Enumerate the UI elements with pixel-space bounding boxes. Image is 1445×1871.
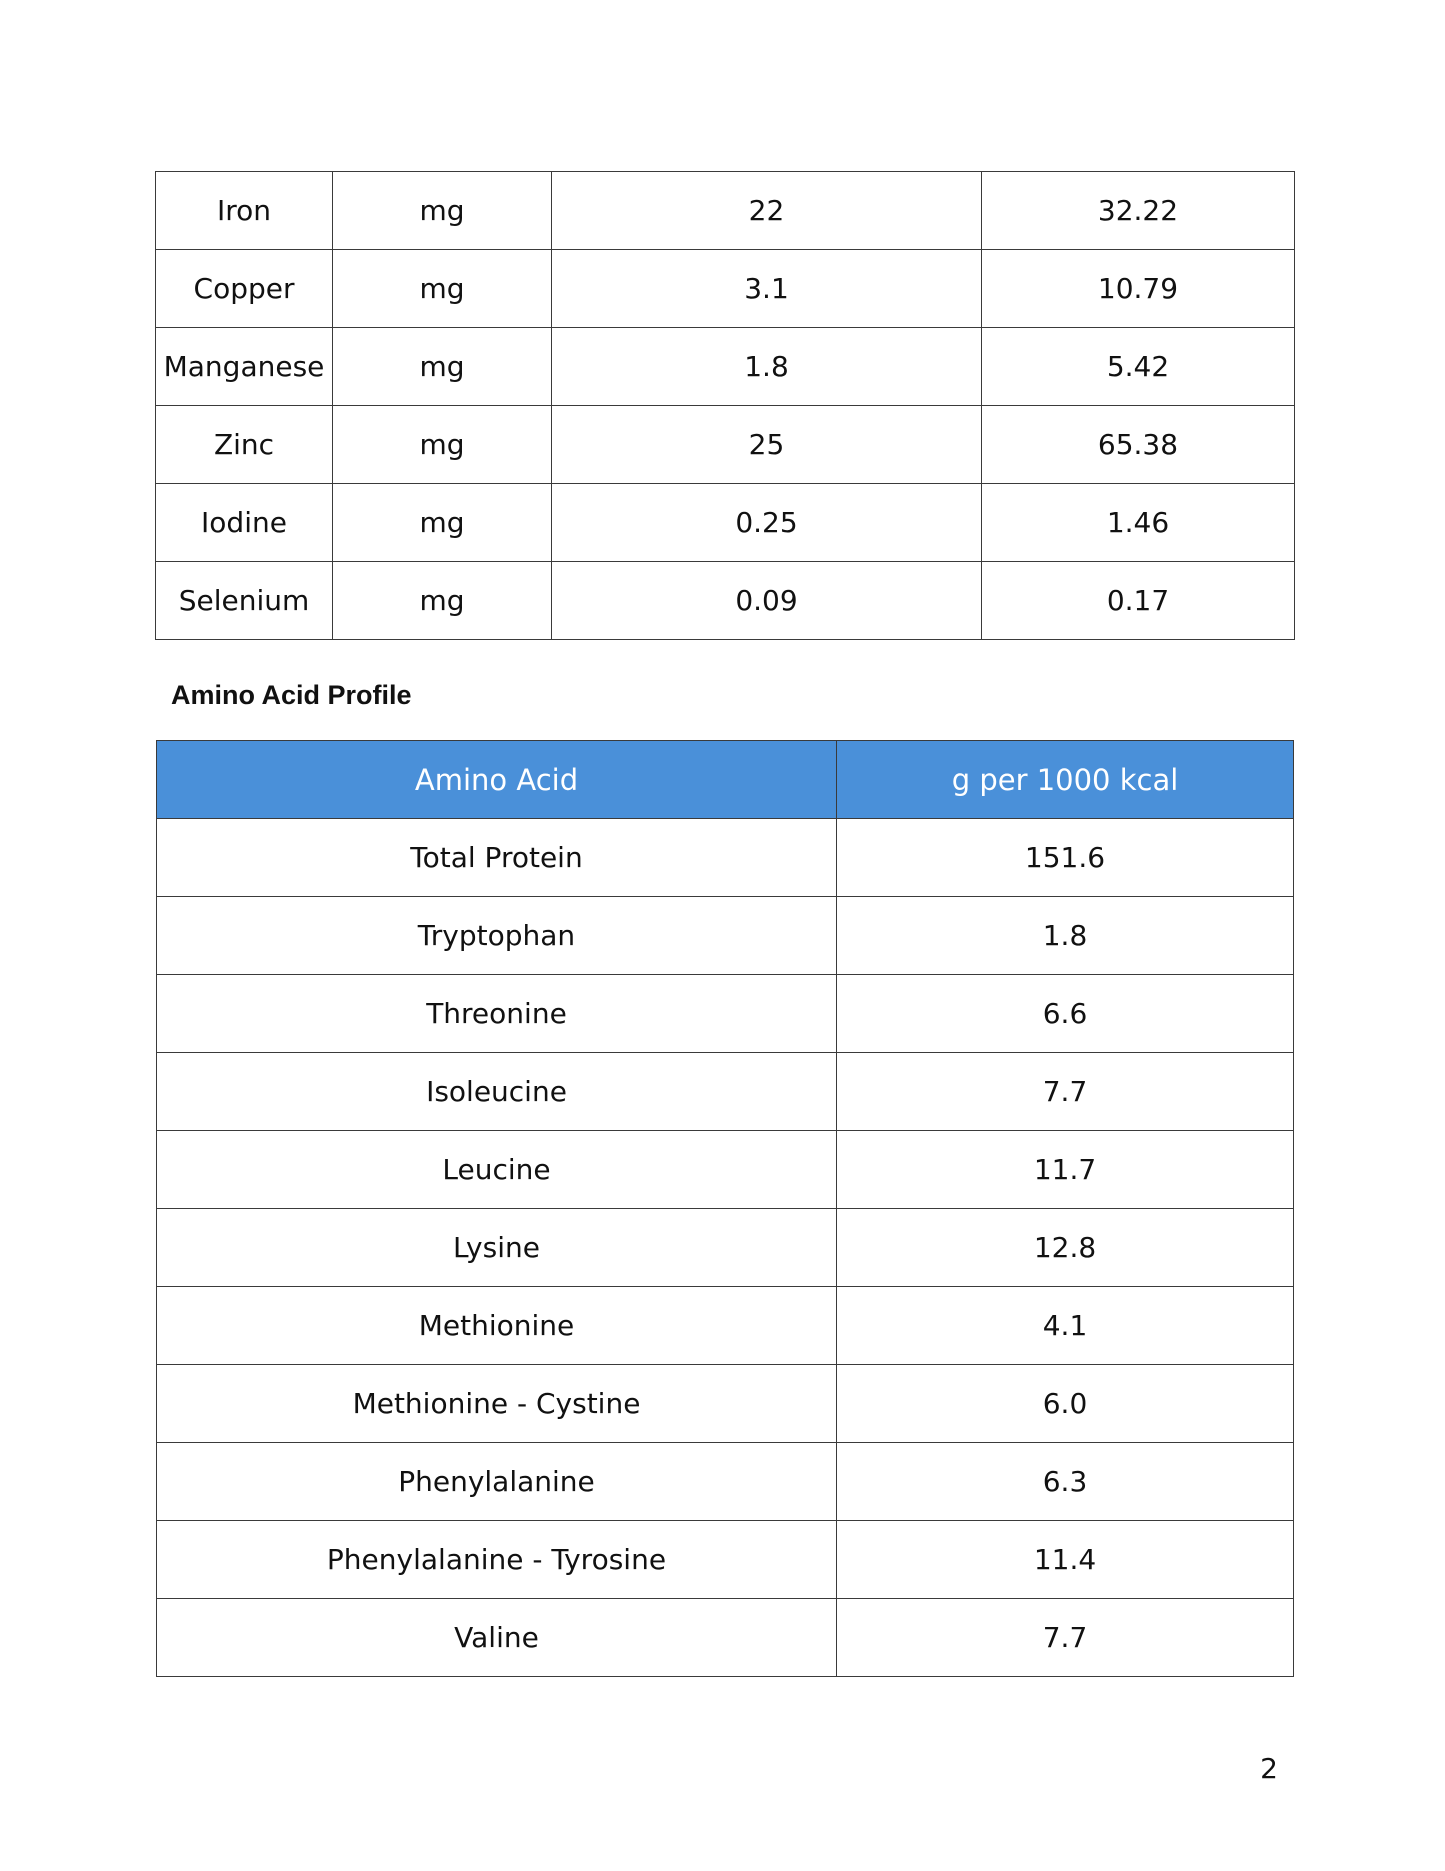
mineral-unit: mg: [333, 172, 552, 250]
table-row: [156, 406, 1295, 484]
mineral-daily-value: 0.09: [552, 562, 982, 640]
mineral-unit: mg: [333, 328, 552, 406]
amino-acid-value: 12.8: [837, 1209, 1294, 1287]
table-row: [157, 1209, 1294, 1287]
table-row: [157, 819, 1294, 897]
mineral-daily-value: 0.25: [552, 484, 982, 562]
mineral-daily-value: 1.8: [552, 328, 982, 406]
mineral-name: Zinc: [156, 406, 333, 484]
table-row: [156, 328, 1295, 406]
mineral-unit: mg: [333, 250, 552, 328]
mineral-daily-value: 22: [552, 172, 982, 250]
amino-acid-name: Isoleucine: [157, 1053, 837, 1131]
mineral-daily-value: 25: [552, 406, 982, 484]
table-row: [157, 1053, 1294, 1131]
amino-acid-name: Phenylalanine: [157, 1443, 837, 1521]
mineral-name: Selenium: [156, 562, 333, 640]
table-header-row: [157, 741, 1294, 819]
mineral-amount: 0.17: [982, 562, 1295, 640]
table-row: [156, 172, 1295, 250]
mineral-unit: mg: [333, 562, 552, 640]
amino-acid-name: Methionine - Cystine: [157, 1365, 837, 1443]
table-row: [157, 1443, 1294, 1521]
mineral-name: Iodine: [156, 484, 333, 562]
amino-acid-name: Valine: [157, 1599, 837, 1677]
amino-acid-value: 6.6: [837, 975, 1294, 1053]
page-number: 2: [1260, 1752, 1278, 1785]
table-row: [156, 250, 1295, 328]
amino-acid-value: 11.4: [837, 1521, 1294, 1599]
table-row: [156, 562, 1295, 640]
mineral-daily-value: 3.1: [552, 250, 982, 328]
amino-acid-value: 1.8: [837, 897, 1294, 975]
amino-acid-name: Methionine: [157, 1287, 837, 1365]
mineral-name: Manganese: [156, 328, 333, 406]
mineral-amount: 10.79: [982, 250, 1295, 328]
amino-acid-name: Tryptophan: [157, 897, 837, 975]
mineral-amount: 32.22: [982, 172, 1295, 250]
amino-acid-value: 151.6: [837, 819, 1294, 897]
amino-acid-name: Leucine: [157, 1131, 837, 1209]
mineral-unit: mg: [333, 484, 552, 562]
amino-acid-value: 6.0: [837, 1365, 1294, 1443]
amino-acid-value: 11.7: [837, 1131, 1294, 1209]
mineral-amount: 65.38: [982, 406, 1295, 484]
table-row: [157, 1599, 1294, 1677]
table-row: [157, 897, 1294, 975]
amino-acid-table: [156, 740, 1294, 1677]
mineral-name: Copper: [156, 250, 333, 328]
amino-acid-value: 7.7: [837, 1053, 1294, 1131]
amino-acid-name: Threonine: [157, 975, 837, 1053]
amino-acid-value: 4.1: [837, 1287, 1294, 1365]
table-row: [157, 1287, 1294, 1365]
table-row: [157, 1365, 1294, 1443]
column-header-value: g per 1000 kcal: [837, 741, 1294, 819]
amino-acid-name: Lysine: [157, 1209, 837, 1287]
minerals-table: [155, 171, 1295, 640]
table-row: [157, 1521, 1294, 1599]
section-heading: Amino Acid Profile: [171, 680, 412, 710]
mineral-amount: 1.46: [982, 484, 1295, 562]
amino-acid-value: 7.7: [837, 1599, 1294, 1677]
table-row: [156, 484, 1295, 562]
amino-acid-name: Total Protein: [157, 819, 837, 897]
amino-acid-value: 6.3: [837, 1443, 1294, 1521]
column-header-amino-acid: Amino Acid: [157, 741, 837, 819]
mineral-amount: 5.42: [982, 328, 1295, 406]
table-row: [157, 975, 1294, 1053]
amino-acid-name: Phenylalanine - Tyrosine: [157, 1521, 837, 1599]
mineral-name: Iron: [156, 172, 333, 250]
table-row: [157, 1131, 1294, 1209]
mineral-unit: mg: [333, 406, 552, 484]
